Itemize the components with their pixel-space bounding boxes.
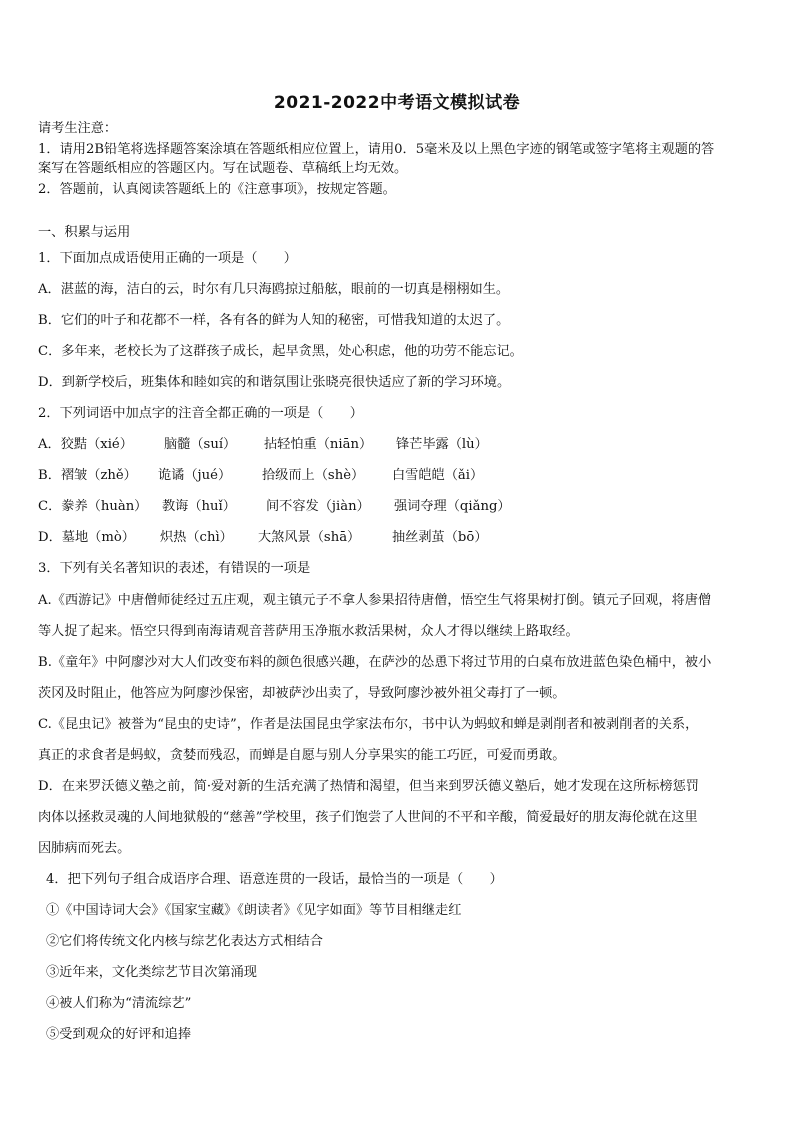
notice-heading: 请考生注意： [38,121,118,136]
option-term: 锋芒毕露（lù） [396,437,488,452]
question-3-stem: 3．下列有关名著知识的表述，有错误的一项是 [38,561,311,576]
question-4-sentence-5: ⑤受到观众的好评和追捧 [46,1027,192,1042]
option-term: 白雪皑皑（ǎi） [392,468,484,483]
option-term: B．褶皱（zhě） [38,468,137,483]
option-term: 脑髓（suí） [164,437,237,452]
question-1-option-b: B．它们的叶子和花都不一样，各有各的鲜为人知的秘密，可惜我知道的太迟了。 [38,313,510,328]
page-title: 2021-2022中考语文模拟试卷 [273,93,521,113]
question-4-sentence-1: ①《中国诗词大会》《国家宝藏》《朗读者》《见字如面》等节目相继走红 [46,903,462,918]
option-term: 强词夺理（qiǎng） [394,499,511,514]
notice-item-2: 2．答题前，认真阅读答题纸上的《注意事项》，按规定答题。 [38,182,396,197]
option-term: D．墓地（mò） [38,530,135,545]
question-3-option-a-line-1: A.《西游记》中唐僧师徒经过五庄观，观主镇元子不拿人参果招待唐僧，悟空生气将果树打倒。镇元子回观，将唐僧 [38,593,712,608]
question-3-option-c-line-1: C.《昆虫记》被誉为“昆虫的史诗”，作者是法国昆虫学家法布尔，书中认为蚂蚁和蝉是剥削者和被剥削者的关系， [38,717,699,732]
notice-item-1-line-1: 1．请用2B铅笔将选择题答案涂填在答题纸相应位置上，请用0．5毫米及以上黑色字迹的钢笔或签字笔将主观题的答 [38,142,715,157]
question-1-option-a: A．湛蓝的海，洁白的云，时尔有几只海鸥掠过船舷，眼前的一切真是栩栩如生。 [38,282,510,297]
section-heading: 一、积累与运用 [38,225,131,240]
option-term: 教诲（huǐ） [162,499,236,514]
notice-item-1-line-2: 案写在答题纸相应的答题区内。写在试题卷、草稿纸上均无效。 [38,161,408,176]
question-3-option-d-line-3: 因肺病而死去。 [38,841,131,856]
question-1-option-d: D．到新学校后，班集体和睦如宾的和谐氛围让张晓亮很快适应了新的学习环境。 [38,375,511,390]
option-term: 抽丝剥茧（bō） [392,530,488,545]
option-term: 炽热（chì） [160,530,233,545]
question-4-stem: 4．把下列句子组合成语序合理、语意连贯的一段话，最恰当的一项是（ ） [46,872,503,887]
question-4-sentence-2: ②它们将传统文化内核与综艺化表达方式相结合 [46,934,323,949]
option-term: 诡谲（jué） [158,468,232,483]
question-3-option-b-line-1: B.《童年》中阿廖沙对大人们改变布料的颜色很感兴趣，在萨沙的怂恿下将过节用的白桌布放进蓝色染色桶中，被小 [38,655,712,670]
question-4-sentence-3: ③近年来，文化类综艺节目次第涌现 [46,965,257,980]
question-4-sentence-4: ④被人们称为“清流综艺” [46,996,192,1011]
question-2-stem: 2．下列词语中加点字的注音全都正确的一项是（ ） [38,406,363,421]
question-3-option-d-line-1: D．在来罗沃德义塾之前，简·爱对新的生活充满了热情和渴望，但当来到罗沃德义塾后，她才发现在这所标榜惩罚 [38,779,699,794]
option-term: 大煞风景（shā） [258,530,361,545]
question-1-option-c: C．多年来，老校长为了这群孩子成长，起早贪黑，处心积虑，他的功劳不能忘记。 [38,344,523,359]
question-3-option-d-line-2: 肉体以拯救灵魂的人间地狱般的“慈善”学校里，孩子们饱尝了人世间的不平和辛酸，简爱最好的朋友海伦就在这里 [38,810,698,825]
option-term: 间不容发（jiàn） [266,499,370,514]
question-3-option-b-line-2: 茨冈及时阻止，他答应为阿廖沙保密，却被萨沙出卖了，导致阿廖沙被外祖父毒打了一顿。 [38,686,566,701]
question-1-stem: 1．下面加点成语使用正确的一项是（ ） [38,251,297,266]
question-3-option-c-line-2: 真正的求食者是蚂蚁，贪婪而残忍，而蝉是自愿与别人分享果实的能工巧匠，可爱而勇敢。 [38,748,566,763]
option-term: C．豢养（huàn） [38,499,148,514]
option-term: 拾级而上（shè） [262,468,365,483]
option-term: 拈轻怕重（niān） [264,437,373,452]
option-term: A．狡黠（xié） [38,437,133,452]
question-3-option-a-line-2: 等人捉了起来。悟空只得到南海请观音菩萨用玉净瓶水救活果树，众人才得以继续上路取经。 [38,624,579,639]
